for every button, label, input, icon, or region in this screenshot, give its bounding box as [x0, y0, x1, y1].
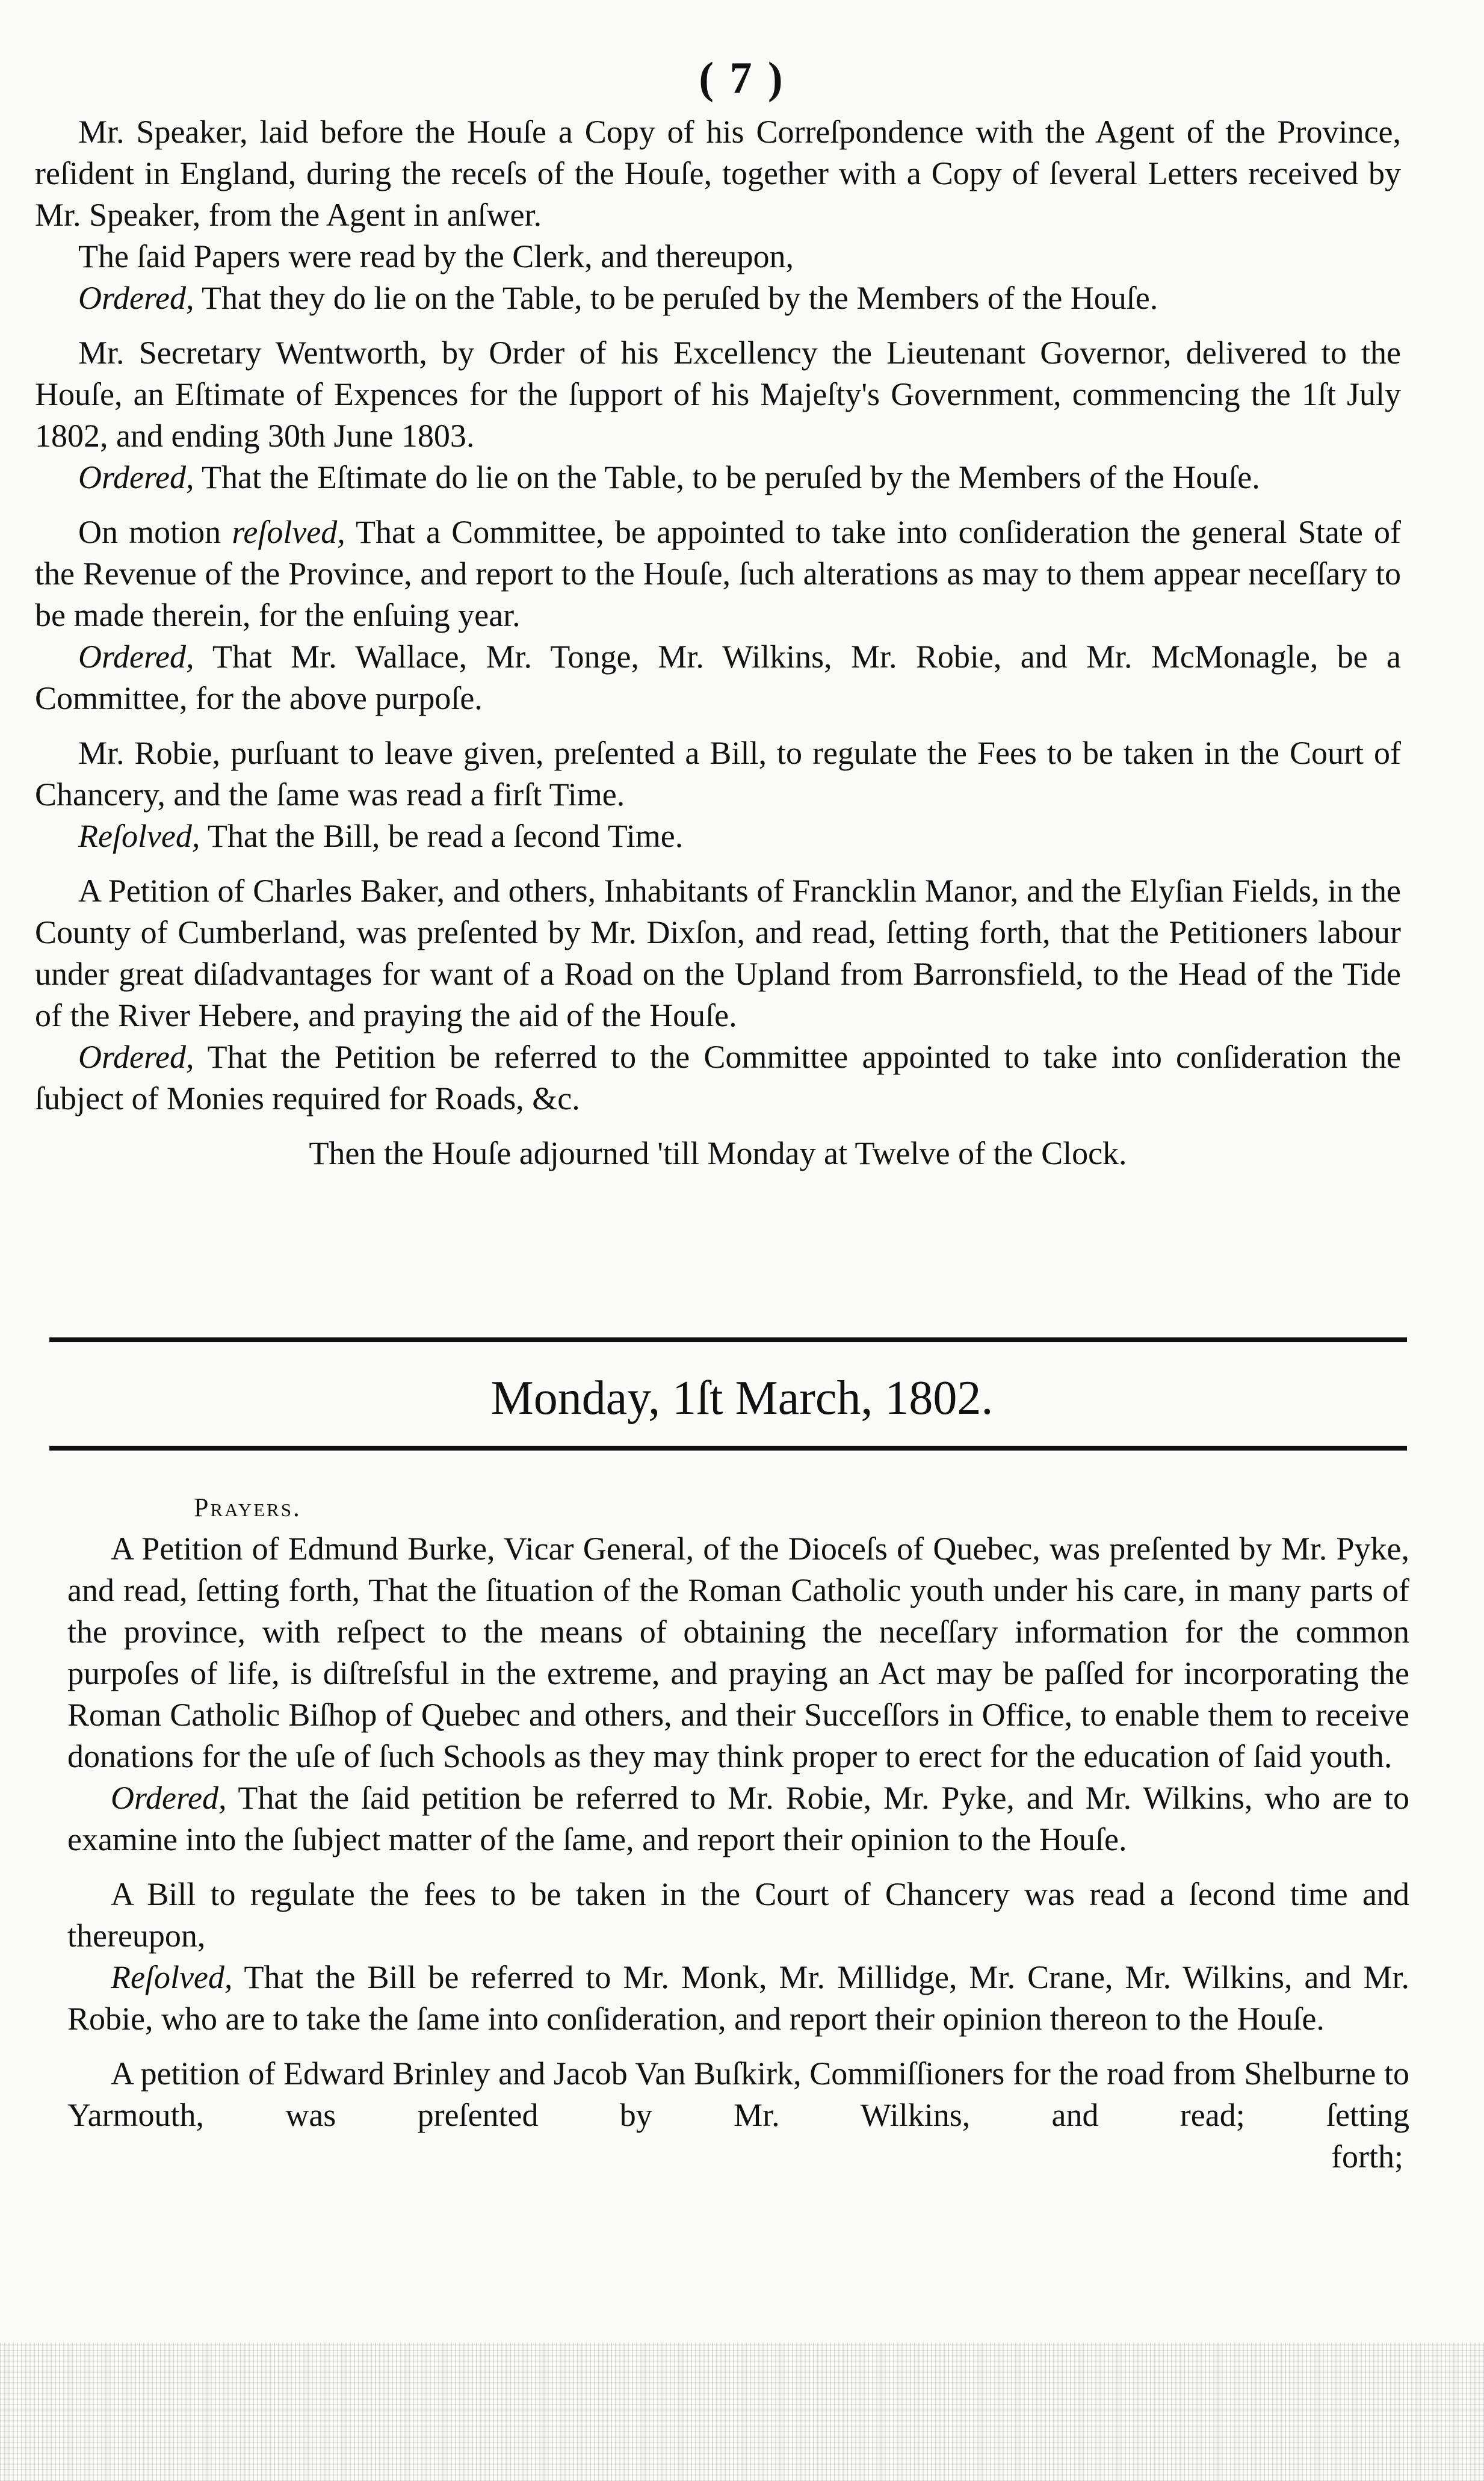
section-rule-top	[49, 1337, 1407, 1342]
entry-estimate-expences	[35, 332, 1401, 498]
paragraph: Reſolved, That the Bill, be read a ſecond Time.	[78, 818, 684, 854]
adjournment-line: Then the Houſe adjourned 'till Monday at Twelve of the Clock.	[309, 1135, 1127, 1171]
paragraph: Reſolved, That the Bill be referred to Mr. Monk, Mr. Millidge, Mr. Crane, Mr. Wilkins, and Mr. Robie, who are to take the ſame into conſideration, and report their opinion thereon to the Houſe.	[67, 1959, 1409, 2037]
paragraph: Mr. Speaker, laid before the Houſe a Copy of his Correſpondence with the Agent of the Province, reſident in England, during the receſs of the Houſe, together with a Copy of ſeveral Letters received by Mr. Speaker, from the Agent in anſwer.	[35, 114, 1401, 233]
paragraph: A Petition of Charles Baker, and others, Inhabitants of Francklin Manor, and the Elyſian Fields, in the County of Cumberland, was preſented by Mr. Dixſon, and read, ſetting forth, that the Petitioners labour under great diſadvantages for want of a Road on the Upland from Barronsfield, to the Head of the Tide of the River Hebere, and praying the aid of the Houſe.	[35, 873, 1401, 1033]
resolved-lead: Reſolved,	[111, 1959, 233, 1995]
ordered-lead: Ordered,	[78, 1039, 194, 1075]
entry-brinley-petition	[67, 2053, 1409, 2178]
paragraph: A Bill to regulate the fees to be taken in the Court of Chancery was read a ſecond time and thereupon,	[67, 1876, 1409, 1954]
paragraph: The ſaid Papers were read by the Clerk, and thereupon,	[78, 238, 794, 274]
ordered-lead: Ordered,	[78, 639, 194, 675]
entry-chancery-bill	[35, 733, 1401, 857]
entry-burke-petition	[67, 1528, 1409, 1860]
entry-speaker-correspondence	[35, 111, 1401, 319]
resolved-lead: reſolved,	[232, 514, 345, 550]
scan-noise	[0, 2343, 1484, 2481]
ordered-lead: Ordered,	[78, 459, 194, 495]
prayers-heading: Prayers.	[194, 1493, 301, 1522]
paragraph: Ordered, That Mr. Wallace, Mr. Tonge, Mr. Wilkins, Mr. Robie, and Mr. McMonagle, be a Committee, for the above purpoſe.	[35, 639, 1401, 716]
ordered-lead: Ordered,	[78, 280, 194, 316]
paragraph: Ordered, That the Eſtimate do lie on the Table, to be peruſed by the Members of the Houſe.	[78, 459, 1260, 495]
ordered-lead: Ordered,	[111, 1780, 227, 1816]
entry-revenue-committee	[35, 512, 1401, 719]
paragraph: On motion reſolved, That a Committee, be appointed to take into conſideration the general State of the Revenue of the Province, and report to the Houſe, ſuch alterations as may to them appear neceſſary to be made therein, for the enſuing year.	[35, 514, 1401, 633]
paragraph: Ordered, That the Petition be referred to the Committee appointed to take into conſideration the ſubject of Monies required for Roads, &c.	[35, 1039, 1401, 1117]
paragraph: A Petition of Edmund Burke, Vicar General, of the Dioceſs of Quebec, was preſented by Mr. Pyke, and read, ſetting forth, That the ſituation of the Roman Catholic youth under his care, in many parts of the province, with reſpect to the means of obtaining the neceſſary information for the common purpoſes of life, is diſtreſsful in the extreme, and praying an Act may be paſſed for incorporating the Roman Catholic Biſhop of Quebec and others, and their Succeſſors in Office, to enable them to receive donations for the uſe of ſuch Schools as they may think proper to erect for the education of ſaid youth.	[67, 1531, 1409, 1774]
paragraph: A petition of Edward Brinley and Jacob Van Buſkirk, Commiſſioners for the road from Shelburne to Yarmouth, was preſented by Mr. Wilkins, and read; ſetting	[67, 2055, 1409, 2133]
paragraph: Ordered, That the ſaid petition be referred to Mr. Robie, Mr. Pyke, and Mr. Wilkins, who are to examine into the ſubject matter of the ſame, and report their opinion to the Houſe.	[67, 1780, 1409, 1857]
page-number: ( 7 )	[699, 54, 785, 103]
entry-baker-petition	[35, 870, 1401, 1120]
paragraph: Ordered, That they do lie on the Table, to be peruſed by the Members of the Houſe.	[78, 280, 1158, 316]
resolved-lead: Reſolved,	[78, 818, 200, 854]
monday-proceedings	[67, 1487, 1409, 2178]
catchword: forth;	[1331, 2139, 1403, 2175]
paragraph: Mr. Robie, purſuant to leave given, preſented a Bill, to regulate the Fees to be taken in the Court of Chancery, and the ſame was read a firſt Time.	[35, 735, 1401, 813]
entry-chancery-second-reading	[67, 1874, 1409, 2040]
section-rule-bottom	[49, 1446, 1407, 1451]
date-heading: Monday, 1ſt March, 1802.	[490, 1372, 994, 1425]
paragraph: Mr. Secretary Wentworth, by Order of his Excellency the Lieutenant Governor, delivered to the Houſe, an Eſtimate of Expences for the ſupport of his Majeſty's Government, commencing the 1ſt July 1802, and ending 30th June 1803.	[35, 335, 1401, 454]
friday-proceedings	[35, 111, 1401, 1174]
